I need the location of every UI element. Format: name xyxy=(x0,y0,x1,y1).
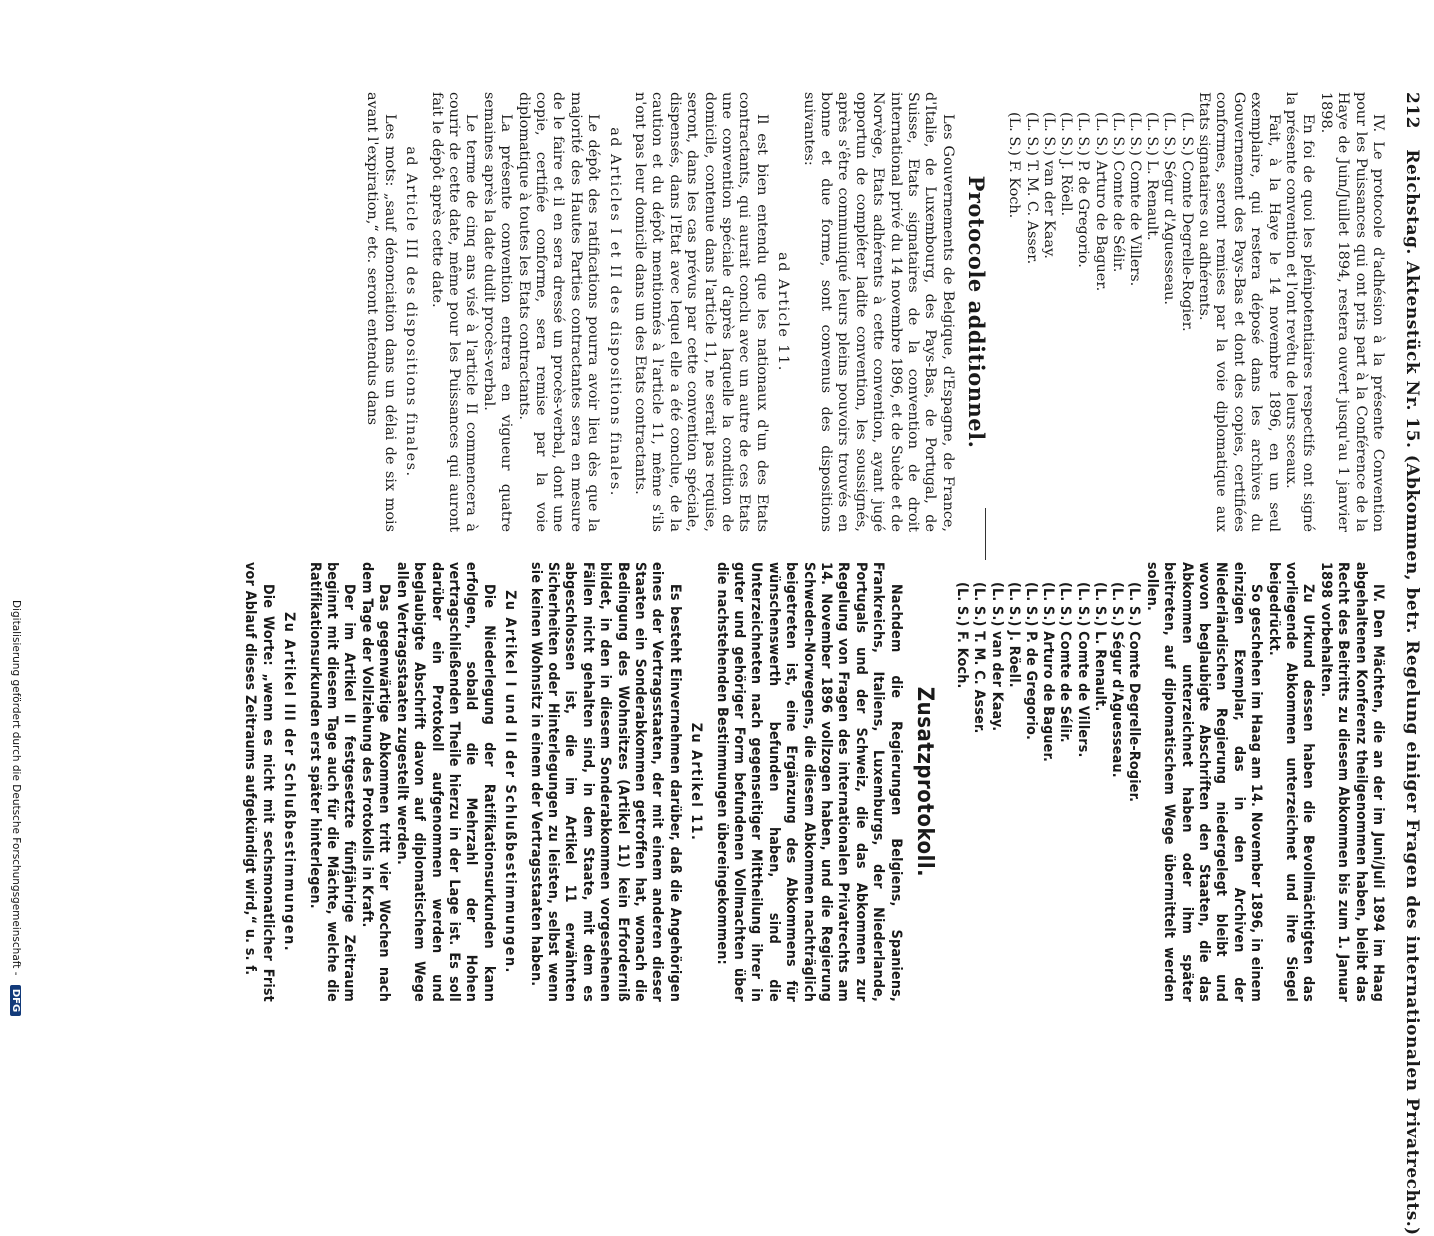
de-articles-i-ii-heading: Zu Artikel I und II der Schlußbestimmungen. xyxy=(502,590,519,974)
de-signature: (L. S.) J. Röell. xyxy=(1005,582,1022,688)
fr-signature: (L. S.) Ségur d'Aguesseau. xyxy=(1161,112,1178,306)
de-paragraph-worte: Die Worte: „wenn es nicht mit sechsmonatlicher Frist vor Ablauf dieses Zeitraums aufgekündigt wird,“ u. s. f. xyxy=(242,562,276,1002)
de-paragraph-art11: Es besteht Einvernehmen darüber, daß die Angehörigen eines der Vertragsstaaten, der mit einem anderen dieser Staaten ein Sonderabkommen getroffen hat, wonach die Bedingung des Wohnsitzes (Artikel 11) kein Erforderniß bildet, in den in diesem Sonderabkommen vorgesehenen Fällen nicht gehalten sind, in dem Staate, mit dem es abgeschlossen ist, die im Artikel 11 erwähnten Sicherheiten oder Hinterlegungen zu leisten, selbst wenn sie keinen Wohnsitz in einem der Vertragsstaaten haben. xyxy=(527,562,683,1002)
fr-paragraph-depot: Le dépôt des ratifications pourra avoir lieu dès que la majorité des Hautes Parties contractantes sera en mesure de le faire et il en sera dressé un procès-verbal, dont une copie, certifiée conforme, sera remise par la voie diplomatique à toutes les Etats contractants. xyxy=(515,92,602,532)
fr-paragraph-mots: Les mots: „sauf dénonciation dans un délai de six mois avant l'expiration,“ etc. seront entendus dans xyxy=(364,92,398,532)
de-article-iii-heading: Zu Artikel III der Schlußbestimmungen. xyxy=(281,611,298,953)
digitization-footer xyxy=(2,600,22,1013)
fr-paragraph-foi: En foi de quoi les plénipotentiaires respectifs ont signé la présente convention et l'ont revêtu de leurs sceaux. xyxy=(1282,92,1317,532)
fr-signature: (L. S.) P. de Gregorio. xyxy=(1075,112,1092,268)
de-signature-list xyxy=(953,562,1142,1002)
de-signature: (L. S.) Arturo de Baguer. xyxy=(1040,582,1057,763)
page-header xyxy=(1402,92,1422,1236)
fr-article-iii-heading: ad Article III des dispositions finales. xyxy=(403,146,420,478)
fr-paragraph-vigueur: La présente convention entrera en vigueur quatre semaines après la date dudit procès-verbal. xyxy=(480,92,515,532)
fr-signature: (L. S.) F. Koch. xyxy=(1006,112,1023,219)
de-paragraph-kraft: Das gegenwärtige Abkommen tritt vier Wochen nach dem Tage der Vollziehung des Protokolls in Kraft. xyxy=(358,562,393,1002)
de-article-11-heading: Zu Artikel 11. xyxy=(688,722,705,842)
fr-paragraph-fait: Fait, à la Haye le 14 novembre 1896, en un seul exemplaire, qui restera déposé dans les archives du Gouvernement des Pays-Bas et dont des copies, certifiées conformes, seront remises par la voie diplomatique aux Etats signataires ou adhérents. xyxy=(1195,92,1282,532)
de-signature: (L. S.) T. M. C. Asser. xyxy=(971,582,988,734)
fr-article-11-heading: ad Article 11. xyxy=(775,252,792,372)
de-paragraph-niederlegung: Die Niederlegung der Ratifikationsurkunden kann erfolgen, sobald die Mehrzahl der Hohen vertragschließenden Theile hierzu in der Lage ist. Es soll darüber ein Protokoll aufgenommen werden und beglaubigte Abschrift davon auf diplomatischem Wege allen Vertragsstaaten zugestellt werden. xyxy=(393,562,497,1002)
fr-paragraph-terme: Le terme de cinq ans visé à l'article II commencera à courir de cette date, même pour les Puissances qui auront fait le dépôt après cette date. xyxy=(428,92,480,532)
fr-signature: (L. S.) Comte Degrelle-Rogier. xyxy=(1178,112,1195,332)
de-signature: (L. S.) Ségur d'Aguesseau. xyxy=(1109,582,1126,778)
running-title: Reichstag. Aktenstück Nr. 15. (Abkommen, betr. Regelung einiger Fragen des internationalen Privatrechts.) xyxy=(1402,149,1422,1236)
fr-protocol-title: Protocole additionnel. xyxy=(964,175,990,449)
de-signature: (L. S.) van der Kaay. xyxy=(988,582,1005,732)
footer-credit-text: Digitalisierung gefördert durch die Deutsche Forschungsgemeinschaft - xyxy=(10,600,22,976)
column-divider-rule xyxy=(985,508,986,560)
dfg-logo: DFG xyxy=(10,985,21,1016)
german-column xyxy=(241,562,1386,1002)
fr-paragraph-iv: IV. Le protocole d'adhésion à la présente Convention pour les Puissances qui ont pris part à la Conférence de la Haye de Juin/Juillet 1894, restera ouvert jusqu'au 1 janvier 1898. xyxy=(1317,92,1386,532)
fr-paragraph-art11: Il est bien entendu que les nationaux d'un des Etats contractants, qui aurait conclu avec un autre de ces Etats une convention spéciale d'après laquelle la condition de domicile, contenue dans l'article 11, ne serait pas requise, seront, dans les cas prévus par cette convention spéciale, dispensés, dans l'Etat avec lequel elle a été conclue, de la caution et du dépôt mentionnés à l'article 11, même s'ils n'ont pas leur domicile dans un des Etats contractants. xyxy=(631,92,770,532)
de-protocol-title: Zusatzprotokoll. xyxy=(912,686,938,878)
fr-signature: (L. S.) Comte de Sélir. xyxy=(1109,112,1126,273)
fr-signature: (L. S.) J. Röell. xyxy=(1058,112,1075,217)
de-signature: (L. S.) Comte Degrelle-Rogier. xyxy=(1126,582,1143,803)
fr-signature: (L. S.) Comte de Villers. xyxy=(1126,112,1143,287)
de-paragraph-iv: IV. Den Mächten, die an der im Juni/Juli 1894 im Haag abgehaltenen Konferenz theilgenommen haben, bleibt das Recht des Beitritts zu diesem Abkommen bis zum 1. Januar 1898 vorbehalten. xyxy=(1317,562,1386,1002)
de-signature: (L. S.) P. de Gregorio. xyxy=(1023,582,1040,741)
de-signature: (L. S.) Comte de Sélir. xyxy=(1057,582,1074,743)
de-paragraph-nachdem: Nachdem die Regierungen Belgiens, Spaniens, Frankreichs, Italiens, Luxemburgs, der Niederlande, Portugals und der Schweiz, die das Abkommen zur Regelung von Fragen des internationalen Privatrechts am 14. November 1896 vollzogen haben, und die Regierung Schweden-Norwegens, die diesem Abkommen nachträglich beigetreten ist, eine Ergänzung des Abkommens für wünschenswerth befunden haben, sind die Unterzeichneten nach gegenseitiger Mittheilung ihrer in guter und gehöriger Form befundenen Vollmachten über die nachstehenden Bestimmungen übereingekommen: xyxy=(713,562,904,1002)
de-signature: (L. S.) Comte de Villers. xyxy=(1074,582,1091,758)
de-paragraph-geschehen: So geschehen im Haag am 14. November 1896, in einem einzigen Exemplar, das in den Archiven der Niederländischen Regierung niedergelegt bleibt und wovon beglaubigte Abschriften den Staaten, die das Abkommen unterzeichnet haben oder ihm später beitreten, auf diplomatischem Wege übermittelt werden sollen. xyxy=(1143,562,1265,1002)
fr-paragraph-gouvernements: Les Gouvernements de Belgique, d'Espagne, de France, d'Italie, de Luxembourg, des Pays-Bas, de Portugal, de Suisse, Etats signataires de la convention de droit international privé du 14 novembre 1896, et de Suède et de Norvège, Etats adhérents à cette convention, ayant jugé opportun de compléter ladite convention, les soussignés, après s'être communiqué leurs pleins pouvoirs trouvés en bonne et due forme, sont convenus des dispositions suivantes: xyxy=(800,92,956,532)
de-paragraph-zeitraum: Der im Artikel II festgesetzte fünfjährige Zeitraum beginnt mit diesem Tage auch für die Mächte, welche die Ratifikationsurkunden erst später hinterlegen. xyxy=(306,562,358,1002)
de-signature: (L. S.) L. Renault. xyxy=(1091,582,1108,712)
fr-signature: (L. S.) T. M. C. Asser. xyxy=(1023,112,1040,265)
fr-signature: (L. S.) Arturo de Baguer. xyxy=(1092,112,1109,292)
de-signature: (L. S.) F. Koch. xyxy=(954,582,971,689)
fr-signature: (L. S.) L. Renault. xyxy=(1144,112,1161,241)
fr-signature: (L. S.) van der Kaay. xyxy=(1040,112,1057,259)
fr-signature-list xyxy=(1005,92,1194,532)
french-column xyxy=(363,92,1386,532)
de-paragraph-urkund: Zu Urkund dessen haben die Bevollmächtigten das vorliegende Abkommen unterzeichnet und ihre Siegel beigedrückt. xyxy=(1265,562,1317,1002)
fr-articles-i-ii-heading: ad Articles I et II des dispositions finales. xyxy=(606,127,623,497)
page-number: 212 xyxy=(1402,92,1422,129)
